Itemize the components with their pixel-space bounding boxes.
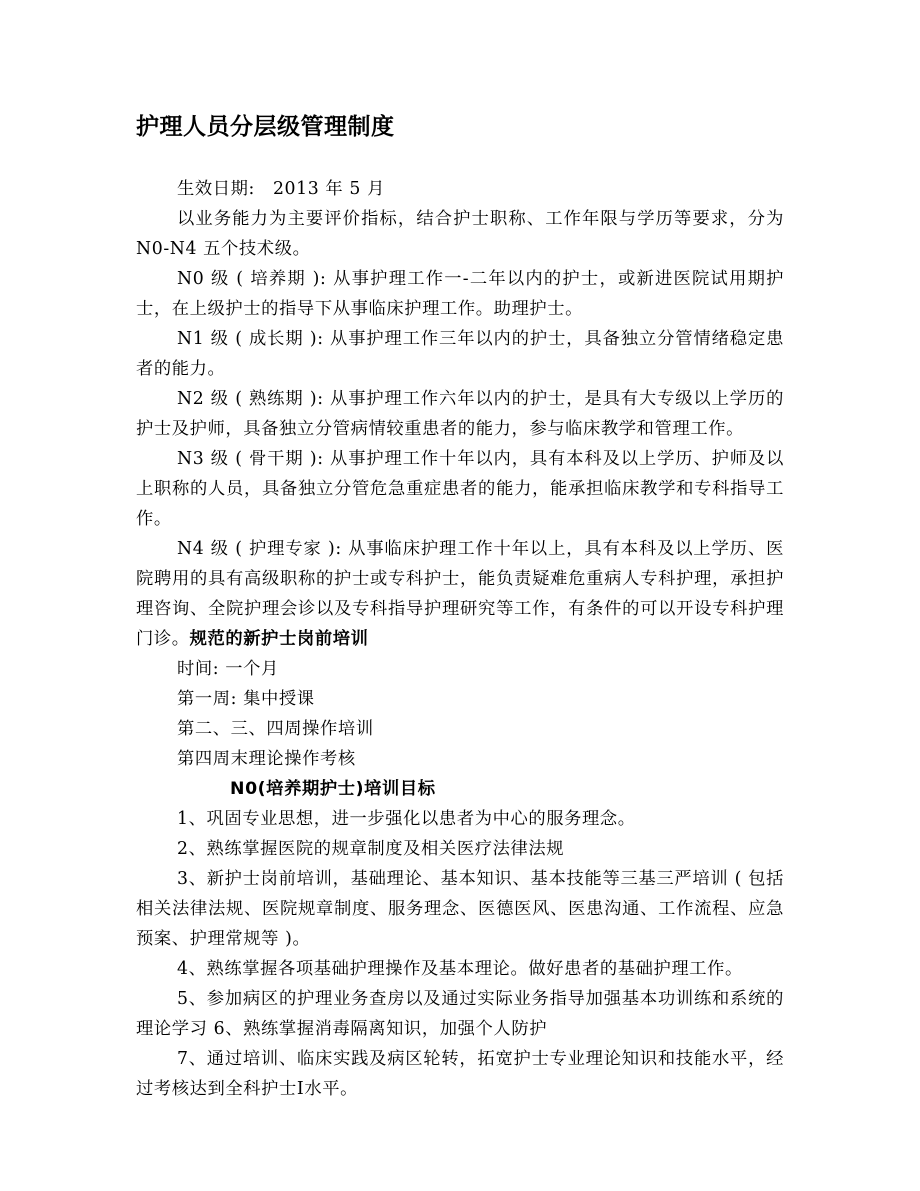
paragraph-intro: 以业务能力为主要评价指标，结合护士职称、工作年限与学历等要求，分为 N0-N4 五个技术级。	[136, 209, 784, 259]
schedule-item: 时间: 一个月	[177, 659, 279, 679]
document-body	[136, 174, 784, 1104]
training-heading: 规范的新护士岗前培训	[189, 629, 369, 649]
n4-text: N4 级 ( 护理专家 ): 从事临床护理工作十年以上，具有本科及以上学历、医院聘用的具有高级职称的护士或专科护士，能负责疑难危重病人专科护理，承担护理咨询、全院护理会诊以及专科指导护理研究等工作，有条件的可以开设专科护理门诊。	[136, 539, 784, 649]
document-title: 护理人员分层级管理制度	[136, 114, 395, 140]
effective-date-value: 2013 年 5 月	[272, 179, 385, 199]
paragraph-n3: N3 级 ( 骨干期 ): 从事护理工作十年以内，具有本科及以上学历、护师及以上职称的人员，具备独立分管危急重症患者的能力，能承担临床教学和专科指导工作。	[136, 449, 784, 529]
schedule-item: 第四周末理论操作考核	[177, 749, 356, 769]
goal-item: 1、巩固专业思想，进一步强化以患者为中心的服务理念。	[177, 809, 636, 829]
paragraph-n4	[136, 534, 784, 654]
effective-date-label: 生效日期:	[177, 179, 255, 199]
paragraph-n0: N0 级 ( 培养期 ): 从事护理工作一-二年以内的护士，或新进医院试用期护士，在上级护士的指导下从事临床护理工作。助理护士。	[136, 269, 784, 319]
goals-heading: N0(培养期护士)培训目标	[230, 779, 436, 799]
goal-item: 2、熟练掌握医院的规章制度及相关医疗法律法规	[177, 839, 565, 859]
paragraph-n2: N2 级 ( 熟练期 ): 从事护理工作六年以内的护士，是具有大专级以上学历的护士及护师，具备独立分管病情较重患者的能力，参与临床教学和管理工作。	[136, 389, 784, 439]
goal-item: 7、通过培训、临床实践及病区轮转，拓宽护士专业理论知识和技能水平，经过考核达到全科护士Ⅰ水平。	[136, 1049, 784, 1099]
effective-date-line	[136, 174, 784, 204]
schedule-item: 第一周: 集中授课	[177, 689, 315, 709]
goal-item: 5、参加病区的护理业务查房以及通过实际业务指导加强基本功训练和系统的理论学习 6、熟练掌握消毒隔离知识，加强个人防护	[136, 989, 784, 1039]
paragraph-n1: N1 级 ( 成长期 ): 从事护理工作三年以内的护士，具备独立分管情绪稳定患者的能力。	[136, 329, 784, 379]
schedule-item: 第二、三、四周操作培训	[177, 719, 374, 739]
goal-item: 3、新护士岗前培训，基础理论、基本知识、基本技能等三基三严培训 ( 包括相关法律法规、医院规章制度、服务理念、医德医风、医患沟通、工作流程、应急预案、护理常规等 )。	[136, 869, 784, 949]
goal-item: 4、熟练掌握各项基础护理操作及基本理论。做好患者的基础护理工作。	[177, 959, 743, 979]
